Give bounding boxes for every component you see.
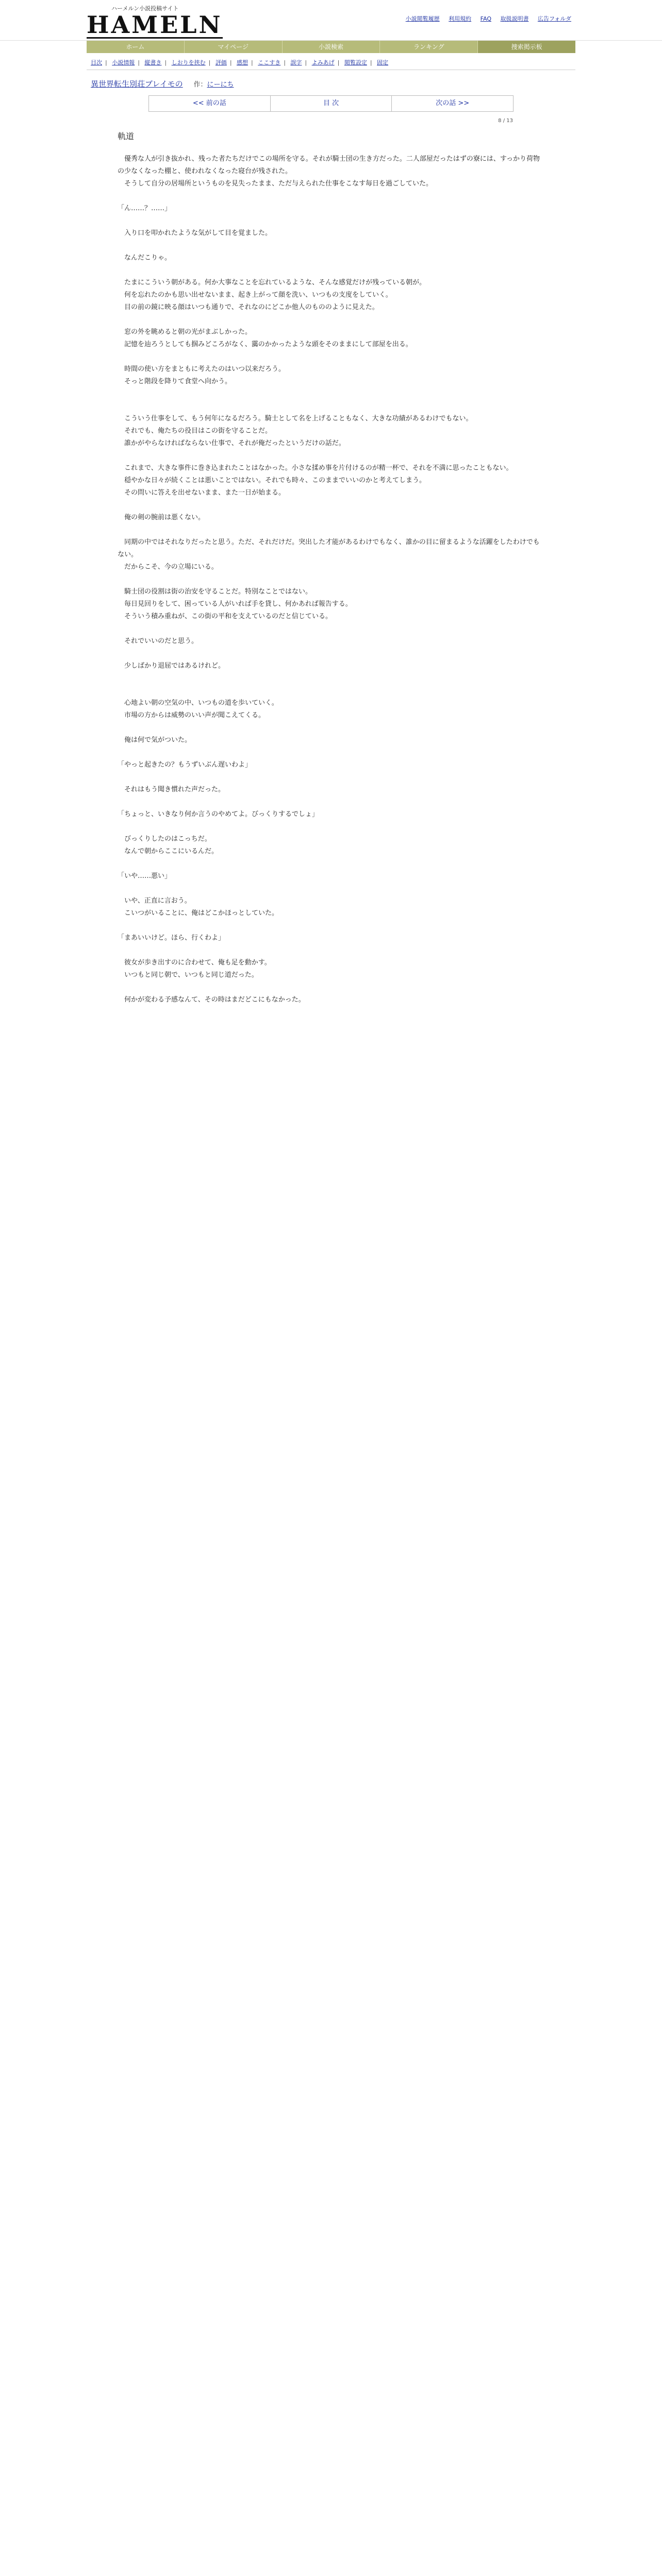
top-link-terms[interactable]: 利用規約: [449, 15, 472, 22]
site-header: [0, 0, 662, 41]
body-paragraph: 俺の剣の腕前は悪くない。: [118, 514, 205, 521]
subnav-readaloud[interactable]: よみあげ: [311, 59, 335, 66]
blank-line: [118, 215, 544, 227]
author-link[interactable]: にーにち: [207, 81, 234, 89]
subnav-toc[interactable]: 目次: [91, 59, 102, 66]
body-paragraph: たまにこういう朝がある。何か大事なことを忘れているような、そんな感覚だけが残っている朝が。: [118, 279, 426, 286]
subnav-rate[interactable]: 評価: [215, 59, 227, 66]
blank-line: [118, 685, 544, 697]
blank-line: [118, 524, 544, 536]
site-logo[interactable]: [87, 4, 223, 39]
subnav-bookmark[interactable]: しおりを挟む: [171, 59, 206, 66]
body-paragraph: いや、正直に言おう。: [118, 897, 191, 905]
body-paragraph: 目の前の鏡に映る顔はいつも通りで、それなのにどこか他人のもののように見えた。: [118, 303, 379, 311]
body-paragraph: こいつがいることに、俺はどこかほっとしていた。: [118, 909, 279, 917]
blank-line: [118, 821, 544, 833]
blank-line: [118, 920, 544, 932]
body-paragraph: 「まあいいけど。ほら、行くわよ」: [118, 934, 225, 942]
blank-line: [118, 722, 544, 734]
blank-line: [118, 796, 544, 808]
body-paragraph: それはもう聞き慣れた声だった。: [118, 786, 225, 793]
body-paragraph: 入り口を叩かれたような気がして目を覚ました。: [118, 229, 272, 237]
nav-home[interactable]: ホーム: [87, 41, 185, 53]
body-paragraph: そうして自分の居場所というものを見失ったまま、ただ与えられた仕事をこなす毎日を過ごしていた。: [118, 180, 433, 188]
body-paragraph: 同期の中ではそれなりだったと思う。ただ、それだけだ。突出した才能があるわけでもなく、誰かの目に留まるような活躍をしたわけでもない。: [118, 538, 540, 558]
body-paragraph: 市場の方からは威勢のいい声が聞こえてくる。: [118, 711, 266, 719]
body-paragraph: びっくりしたのはこっちだ。: [118, 835, 211, 843]
nav-search[interactable]: 小説検索: [283, 41, 380, 53]
subnav-pin[interactable]: 固定: [377, 59, 389, 66]
top-link-ads[interactable]: 広告フォルダ: [537, 15, 571, 22]
body-paragraph: 俺は何で気がついた。: [118, 736, 192, 744]
body-paragraph: 「ん……？……」: [118, 205, 172, 212]
nav-ranking[interactable]: ランキング: [380, 41, 478, 53]
logo-wordmark: HAMELN: [87, 11, 223, 39]
blank-line: [118, 672, 544, 685]
blank-line: [118, 981, 544, 994]
next-chapter-button[interactable]: 次の話 >>: [436, 99, 470, 107]
chapter-pager: [148, 95, 514, 112]
body-paragraph: 時間の使い方をまともに考えたのはいつ以来だろう。: [118, 365, 286, 373]
subnav-info[interactable]: 小説情報: [112, 59, 135, 66]
blank-line: [118, 747, 544, 759]
top-link-faq[interactable]: FAQ: [480, 15, 491, 22]
body-paragraph: 毎日見回りをして、困っている人がいれば手を貸し、何かあれば報告する。: [118, 600, 352, 608]
blank-line: [118, 190, 544, 202]
blank-line: [118, 388, 544, 400]
blank-line: [118, 623, 544, 635]
top-link-manual[interactable]: 取扱説明書: [500, 15, 529, 22]
global-nav: [87, 41, 575, 53]
author-block: [193, 81, 234, 89]
body-paragraph: 「いや……悪い」: [118, 872, 172, 880]
body-paragraph: こういう仕事をして、もう何年になるだろう。騎士として名を上げることもなく、大きな功績があるわけでもない。: [118, 415, 473, 422]
body-paragraph: いつもと同じ朝で、いつもと同じ道だった。: [118, 971, 258, 979]
blank-line: [118, 314, 544, 326]
nav-board[interactable]: 捜索掲示板: [478, 41, 575, 53]
body-paragraph: 優秀な人が引き抜かれ、残った者たちだけでこの場所を守る。それが騎士団の生き方だった。二人部屋だったはずの寮には、すっかり荷物の少なくなった棚と、使われなくなった寝台が残された。: [118, 155, 540, 175]
blank-line: [118, 573, 544, 586]
body-paragraph: なんだこりゃ。: [118, 254, 172, 262]
body-paragraph: 何かが変わる予感なんて、その時はまだどこにもなかった。: [118, 996, 305, 1004]
body-paragraph: 何を忘れたのかも思い出せないまま、起き上がって顔を洗い、いつもの支度をしていく。: [118, 291, 392, 299]
chapter-title: 軌道: [118, 131, 135, 141]
blank-line: [118, 499, 544, 512]
body-paragraph: 窓の外を眺めると朝の光がまぶしかった。: [118, 328, 252, 336]
body-paragraph: 心地よい朝の空気の中、いつもの道を歩いていく。: [118, 699, 278, 707]
top-links: [399, 14, 571, 23]
body-paragraph: だからこそ、今の立場にいる。: [118, 563, 218, 571]
body-paragraph: 記憶を辿ろうとしても掴みどころがなく、靄のかかったような頭をそのままにして部屋を出る。: [118, 341, 412, 348]
blank-line: [118, 944, 544, 957]
subnav-vertical[interactable]: 縦書き: [144, 59, 162, 66]
body-paragraph: 騎士団の役割は街の治安を守ることだ。特別なことではない。: [118, 588, 312, 596]
blank-line: [118, 771, 544, 784]
blank-line: [118, 450, 544, 462]
body-paragraph: 「ちょっと、いきなり何か言うのやめてよ。びっくりするでしょ」: [118, 810, 319, 818]
body-paragraph: 「やっと起きたの？もうずいぶん遅いわよ」: [118, 761, 252, 769]
blank-line: [118, 264, 544, 277]
body-paragraph: そっと階段を降りて食堂へ向かう。: [118, 378, 232, 385]
subnav-typo[interactable]: 誤字: [290, 59, 302, 66]
blank-line: [118, 351, 544, 363]
blank-line: [118, 883, 544, 895]
blank-line: [118, 648, 544, 660]
body-paragraph: なんで朝からここにいるんだ。: [118, 848, 219, 855]
body-paragraph: それでいいのだと思う。: [118, 637, 198, 645]
body-paragraph: 誰かがやらなければならない仕事で、それが俺だったというだけの話だ。: [118, 439, 345, 447]
blank-line: [118, 858, 544, 870]
work-title-link[interactable]: 異世界転生別荘ブレイモの: [91, 79, 183, 89]
body-paragraph: その問いに答えを出せないまま、また一日が始まる。: [118, 489, 286, 497]
toc-button[interactable]: 目 次: [271, 96, 392, 111]
chapter-body: [118, 153, 544, 1006]
blank-line: [118, 240, 544, 252]
nav-mypage[interactable]: マイページ: [185, 41, 283, 53]
body-paragraph: そういう積み重ねが、この街の平和を支えているのだと信じている。: [118, 613, 333, 620]
blank-line: [118, 400, 544, 413]
subnav-comment[interactable]: 感想: [237, 59, 249, 66]
subnav-settings[interactable]: 閲覧設定: [344, 59, 367, 66]
work-heading: [91, 78, 571, 89]
subnav-like[interactable]: ここすき: [258, 59, 281, 66]
author-label: 作：: [193, 81, 207, 89]
body-paragraph: 穏やかな日々が続くことは悪いことではない。それでも時々、このままでいいのかと考えてしまう。: [118, 477, 426, 484]
body-paragraph: これまで、大きな事件に巻き込まれたことはなかった。小さな揉め事を片付けるのが精一杯で、それを不満に思ったこともない。: [118, 464, 513, 472]
body-paragraph: 彼女が歩き出すのに合わせて、俺も足を動かす。: [118, 959, 271, 967]
logo-tagline: ハーメルン小説投稿サイト: [111, 5, 179, 12]
body-paragraph: それでも、俺たちの役目はこの街を守ることだ。: [118, 427, 272, 435]
prev-chapter-button[interactable]: << 前の話: [149, 96, 271, 111]
sub-nav: 目次 | 小説情報 | 縦書き | しおりを挟む | 評価 | 感想 | ここすき | 誤字 | よみあげ | 閲覧設定 | 固定: [87, 55, 575, 70]
top-link-history[interactable]: 小説閲覧履歴: [405, 15, 440, 22]
body-paragraph: 少しばかり退屈ではあるけれど。: [118, 662, 225, 670]
page-number: 8 / 13: [498, 118, 513, 124]
